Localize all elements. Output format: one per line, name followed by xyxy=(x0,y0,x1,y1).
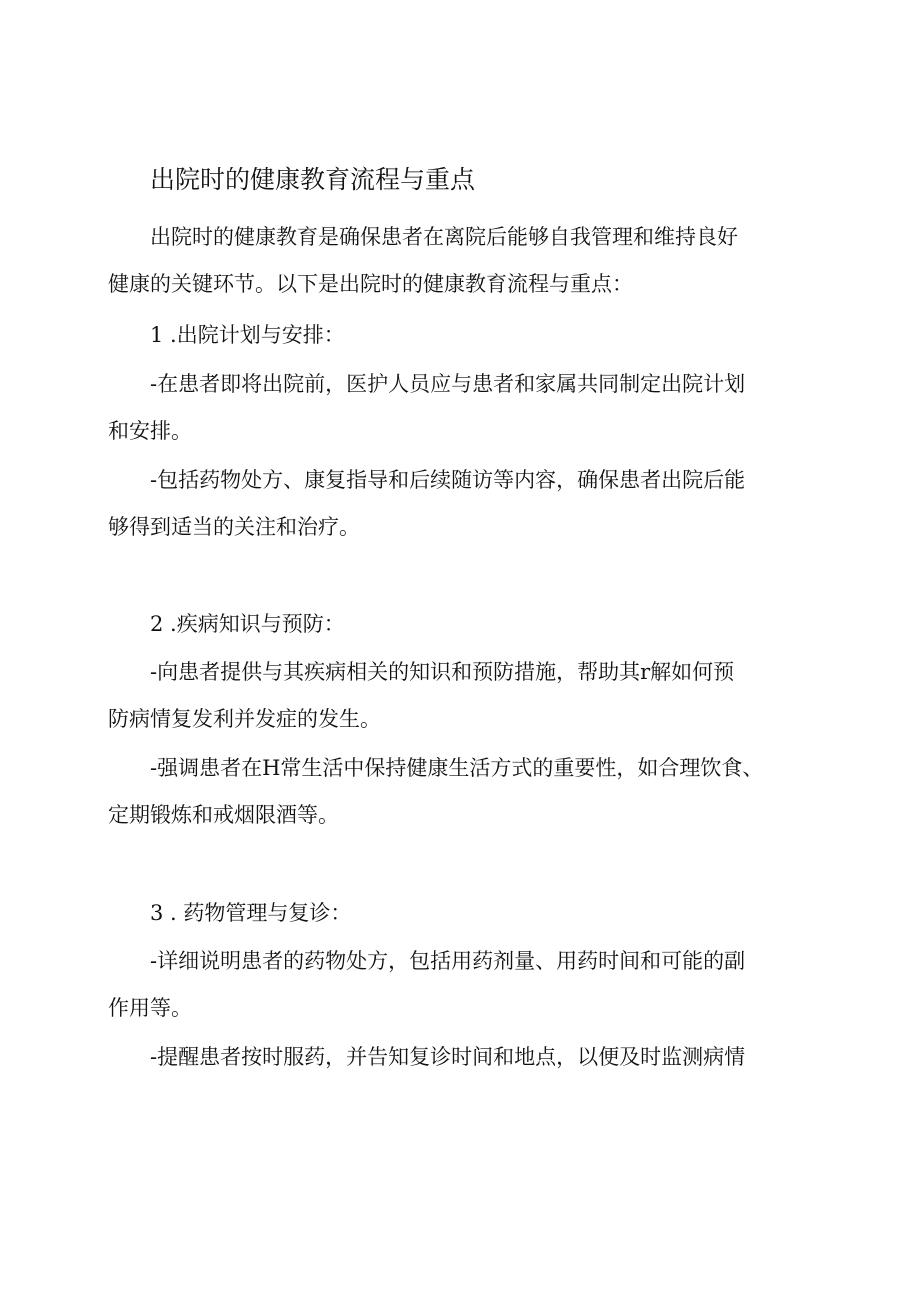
section-heading-3: 3 . 药物管理与复诊： xyxy=(150,901,352,925)
bullet-line-continued: 和安排。 xyxy=(108,419,192,443)
bullet-line-continued: 够得到适当的关注和治疗。 xyxy=(108,515,360,539)
section-heading-2: 2 .疾病知识与预防： xyxy=(150,612,345,636)
bullet-line: -详细说明患者的药物处方，包括用药剂量、用药时间和可能的副 xyxy=(150,949,746,973)
document-title: 出院时的健康教育流程与重点 xyxy=(150,165,476,194)
bullet-line: -包括药物处方、康复指导和后续随访等内容，确保患者出院后能 xyxy=(150,468,746,492)
bullet-line-continued: 作用等。 xyxy=(108,996,192,1020)
bullet-line-continued: 定期锻炼和戒烟限酒等。 xyxy=(108,803,339,827)
bullet-line: -提醒患者按时服药，并告知复诊时间和地点，以便及时监测病情 xyxy=(150,1045,746,1069)
paragraph-line: 出院时的健康教育是确保患者在离院后能够自我管理和维持良好 xyxy=(150,225,738,249)
bullet-line: -向患者提供与其疾病相关的知识和预防措施，帮助其r解如何预 xyxy=(150,660,735,684)
section-heading-1: 1 .出院计划与安排： xyxy=(150,323,345,347)
paragraph-line: 健康的关键环节。以下是出院时的健康教育流程与重点： xyxy=(108,272,633,296)
bullet-line: -在患者即将出院前，医护人员应与患者和家属共同制定出院计划 xyxy=(150,372,746,396)
bullet-line-continued: 防病情复发利并发症的发生。 xyxy=(108,707,381,731)
bullet-line: -强调患者在H常生活中保持健康生活方式的重要性，如合理饮食、 xyxy=(150,756,764,780)
